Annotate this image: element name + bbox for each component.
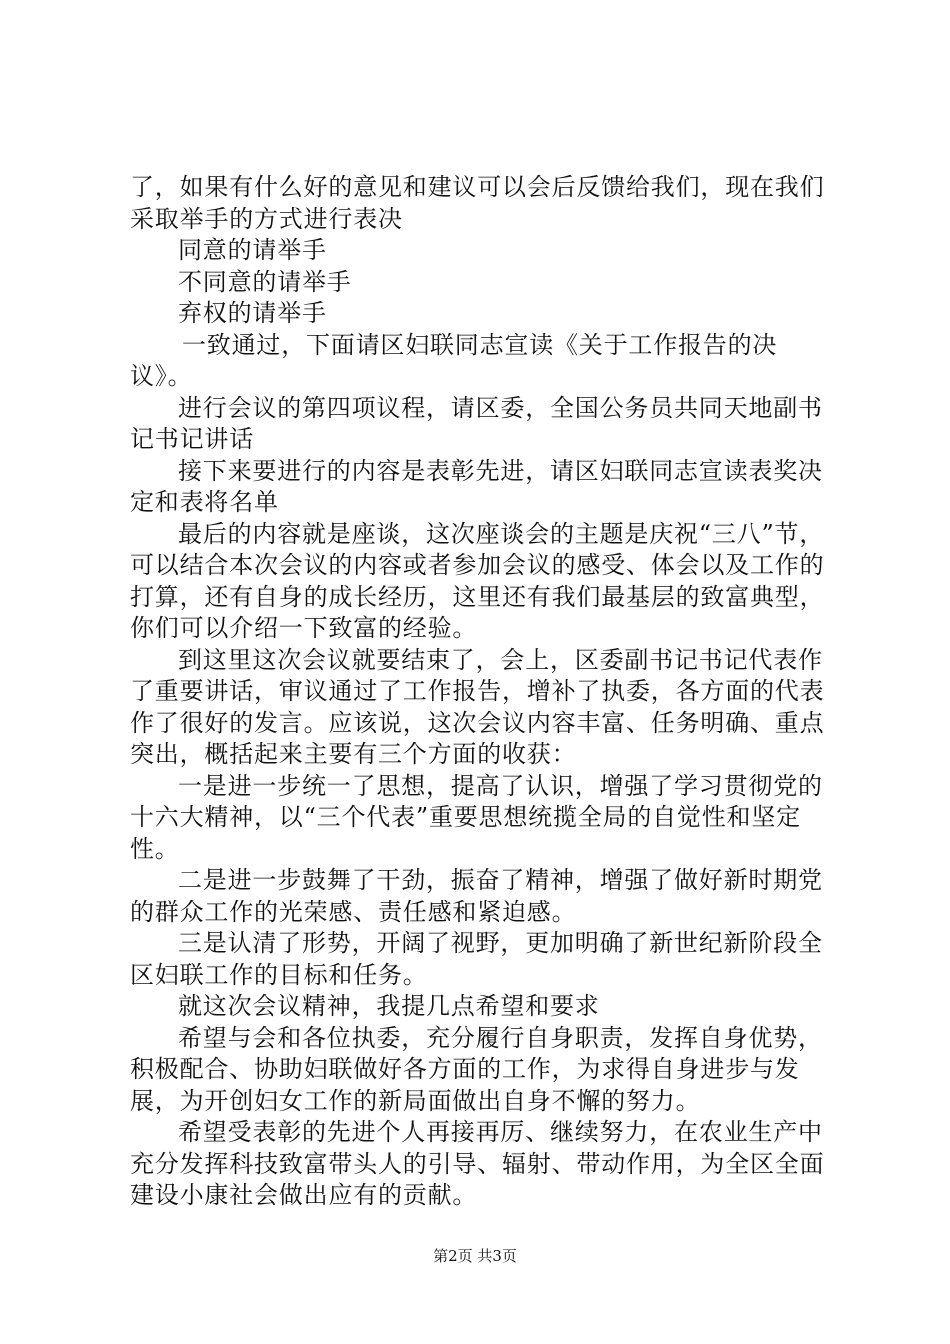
paragraph-commendation: 接下来要进行的内容是表彰先进，请区妇联同志宣读表奖决定和表将名单: [130, 456, 823, 516]
paragraph-disagree: 不同意的请举手: [178, 267, 352, 296]
document-body: [130, 172, 830, 1212]
paragraph-continuation: 了，如果有什么好的意见和建议可以会后反馈给我们，现在我们采取举手的方式进行表决: [130, 173, 825, 233]
paragraph-requirements-intro: 就这次会议精神，我提几点希望和要求: [178, 992, 600, 1020]
paragraph-agree: 同意的请举手: [178, 236, 327, 264]
paragraph-passed: 一致通过，下面请区妇联同志宣读《关于工作报告的决议》。: [130, 330, 778, 390]
paragraph-gain-one: 一是进一步统一了思想，提高了认识，增强了学习贯彻党的十六大精神，以“三个代表”重要思想统揽全局的自觉性和坚定性。: [130, 771, 823, 863]
paragraph-hope-committee: 希望与会和各位执委，充分履行自身职责，发挥自身优势，积极配合、协助妇联做好各方面的工作，为求得自身进步与发展，为开创妇女工作的新局面做出自身不懈的努力。: [130, 1023, 823, 1115]
page-number-footer: 第2页 共3页: [433, 1247, 517, 1265]
paragraph-gain-three: 三是认清了形势，开阔了视野，更加明确了新世纪新阶段全区妇联工作的目标和任务。: [130, 929, 823, 989]
paragraph-hope-advanced: 希望受表彰的先进个人再接再厉、继续努力，在农业生产中充分发挥科技致富带头人的引导、辐射、带动作用，为全区全面建设小康社会做出应有的贡献。: [130, 1118, 825, 1209]
paragraph-gain-two: 二是进一步鼓舞了干劲，振奋了精神，增强了做好新时期党的群众工作的光荣感、责任感和紧迫感。: [130, 866, 823, 926]
paragraph-agenda-four: 进行会议的第四项议程，请区委，全国公务员共同天地副书记书记讲话: [130, 393, 823, 453]
paragraph-abstain: 弃权的请举手: [178, 299, 327, 327]
paragraph-symposium: 最后的内容就是座谈，这次座谈会的主题是庆祝“三八”节，可以结合本次会议的内容或者参加会议的感受、体会以及工作的打算，还有自身的成长经历，这里还有我们最基层的致富典型，你们可以介绍一下致富的经验。: [130, 519, 825, 642]
paragraph-conclusion: 到这里这次会议就要结束了，会上，区委副书记书记代表作了重要讲话，审议通过了工作报告，增补了执委，各方面的代表作了很好的发言。应该说，这次会议内容丰富、任务明确、重点突出，概括起来主要有三个方面的收获：: [130, 645, 825, 768]
